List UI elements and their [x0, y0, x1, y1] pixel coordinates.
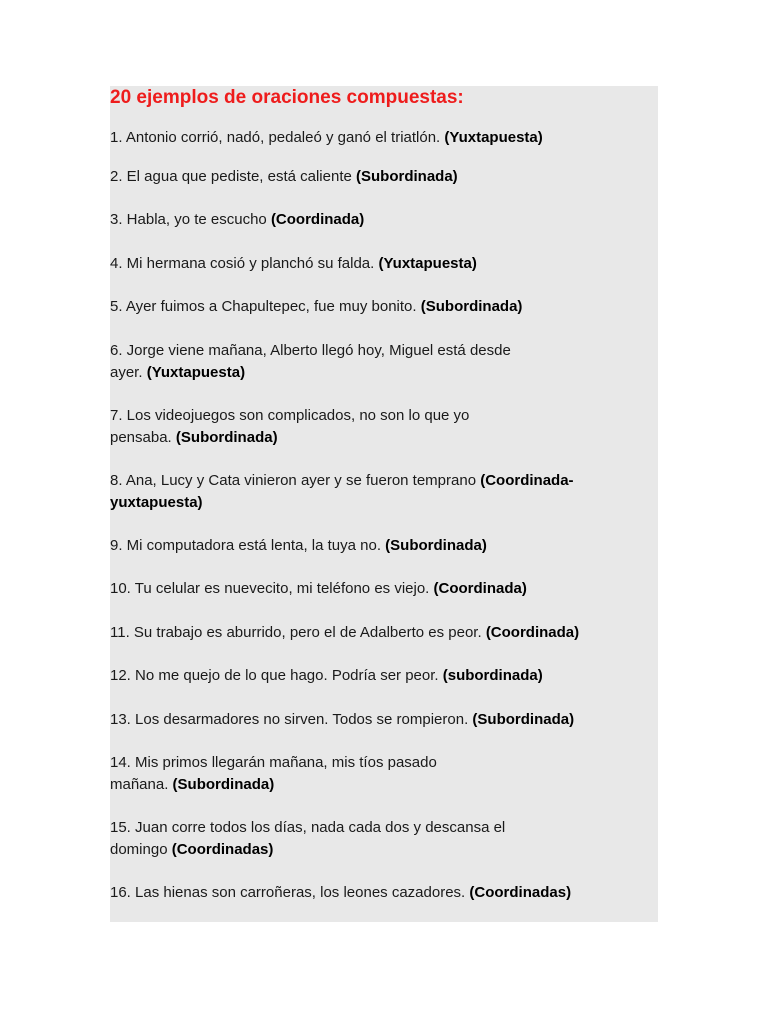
example-text: 13. Los desarmadores no sirven. Todos se rompieron. [110, 711, 469, 728]
example-text-line-2: pensaba. [110, 428, 172, 446]
example-text: 5. Ayer fuimos a Chapultepec, fue muy bonito. [110, 298, 417, 315]
example-label: (Coordinada) [433, 580, 527, 597]
example-text-line-1: 7. Los videojuegos son complicados, no son lo que yo [110, 407, 470, 424]
example-item-7 [110, 405, 658, 448]
example-item-1 [110, 127, 658, 149]
example-text: 16. Las hienas son carroñeras, los leones cazadores. [110, 884, 466, 901]
example-label: (Subordinada) [472, 711, 575, 728]
example-label: (Subordinada) [356, 168, 458, 185]
example-label: (Coordinadas) [171, 840, 274, 858]
example-label: (Coordinada) [270, 211, 365, 228]
example-item-9 [110, 535, 658, 557]
example-label-part-2: yuxtapuesta) [110, 493, 203, 511]
example-label: (Subordinada) [385, 537, 487, 554]
example-text: 1. Antonio corrió, nadó, pedaleó y ganó el triatlón. [110, 129, 441, 146]
example-item-3 [110, 209, 658, 231]
example-label: (subordinada) [442, 667, 543, 684]
example-item-12 [110, 665, 658, 687]
example-text: 11. Su trabajo es aburrido, pero el de Adalberto es peor. [110, 624, 482, 641]
example-label: (Subordinada) [172, 775, 275, 793]
example-label-part-1: (Coordinada- [480, 472, 574, 489]
example-text-line-1: 15. Juan corre todos los días, nada cada dos y descansa el [110, 819, 506, 836]
example-item-10 [110, 578, 658, 600]
example-text-line-2: ayer. [110, 363, 143, 381]
example-text: 12. No me quejo de lo que hago. Podría ser peor. [110, 667, 439, 684]
example-text: 10. Tu celular es nuevecito, mi teléfono es viejo. [110, 580, 430, 597]
example-label: (Coordinada) [485, 624, 580, 641]
example-item-2 [110, 166, 658, 188]
example-item-4 [110, 253, 658, 275]
example-text: 9. Mi computadora está lenta, la tuya no. [110, 537, 381, 554]
example-item-13 [110, 709, 658, 731]
example-label: (Yuxtapuesta) [378, 255, 477, 272]
example-text: 4. Mi hermana cosió y planchó su falda. [110, 255, 375, 272]
example-item-6 [110, 340, 658, 383]
example-item-16 [110, 882, 658, 904]
example-text-line-2: domingo [110, 840, 168, 858]
document-title: 20 ejemplos de oraciones compuestas: [110, 87, 464, 108]
example-item-14 [110, 752, 658, 795]
example-text-line-1: 6. Jorge viene mañana, Alberto llegó hoy, Miguel está desde [110, 342, 511, 359]
example-item-8 [110, 470, 658, 513]
example-text: 3. Habla, yo te escucho [110, 211, 267, 228]
example-text-line-2: mañana. [110, 775, 169, 793]
example-label: (Subordinada) [420, 298, 523, 315]
example-label: (Yuxtapuesta) [444, 129, 543, 146]
example-text: 2. El agua que pediste, está caliente [110, 168, 352, 185]
example-item-15 [110, 817, 658, 860]
example-item-11 [110, 622, 658, 644]
example-item-5 [110, 296, 658, 318]
example-label: (Coordinadas) [469, 884, 572, 901]
example-text: 8. Ana, Lucy y Cata vinieron ayer y se fueron temprano [110, 472, 477, 489]
example-label: (Yuxtapuesta) [146, 363, 246, 381]
example-label: (Subordinada) [175, 428, 278, 446]
example-text-line-1: 14. Mis primos llegarán mañana, mis tíos pasado [110, 754, 437, 771]
